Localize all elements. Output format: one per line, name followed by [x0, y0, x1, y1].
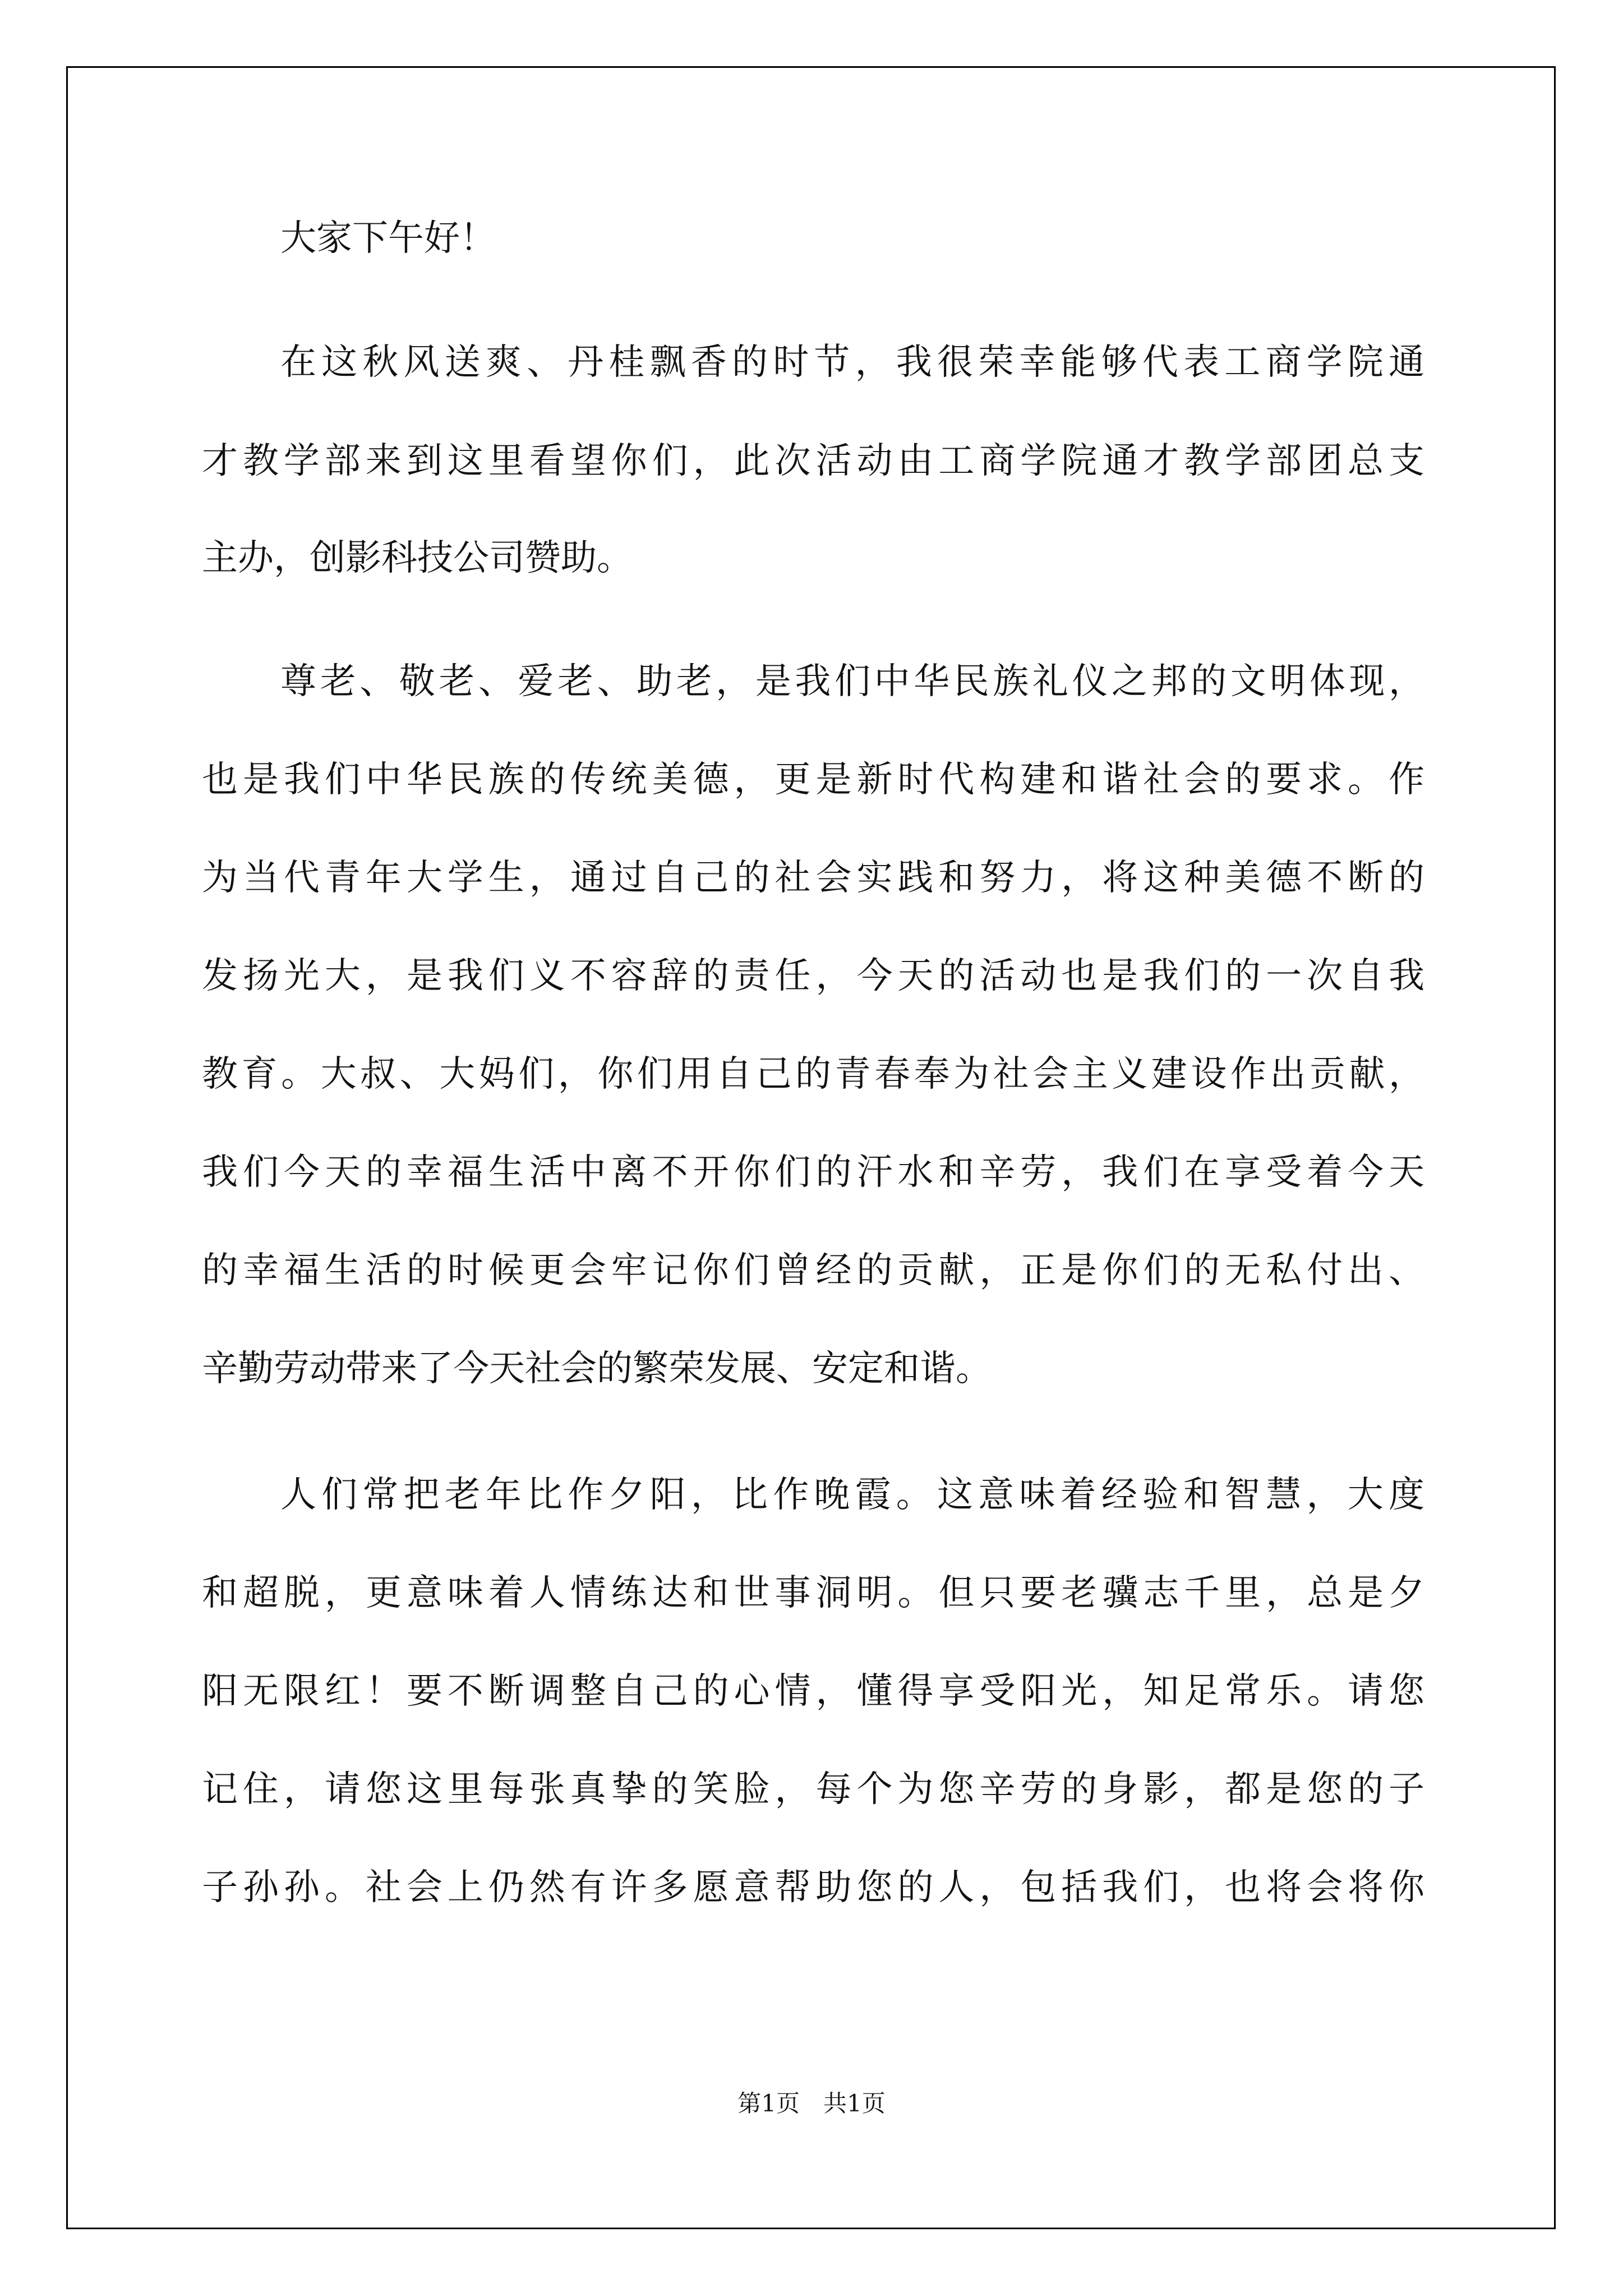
- text-line-content: 在这秋风送爽、丹桂飘香的时节，我很荣幸能够代表工商学院通: [280, 342, 1430, 383]
- text-line: [0, 1756, 1623, 1823]
- text-line: [0, 746, 1623, 813]
- text-line: [0, 1461, 1623, 1529]
- text-line-content: 阳无限红！要不断调整自己的心情，懂得享受阳光，知足常乐。请您: [202, 1671, 1430, 1712]
- page-footer: 第1页 共1页: [737, 2090, 886, 2117]
- text-line: [0, 648, 1623, 715]
- text-line-content: 才教学部来到这里看望你们，此次活动由工商学院通才教学部团总支: [202, 440, 1430, 482]
- text-line: [0, 329, 1623, 396]
- text-line-content: 和超脱，更意味着人情练达和世事洞明。但只要老骥志千里，总是夕: [202, 1572, 1430, 1614]
- text-line: [0, 427, 1623, 495]
- text-line-content: 发扬光大，是我们义不容辞的责任，今天的活动也是我们的一次自我: [202, 955, 1430, 997]
- text-line-content: 教育。大叔、大妈们，你们用自己的青春奉为社会主义建设作出贡献，: [202, 1053, 1428, 1095]
- text-line-content: 也是我们中华民族的传统美德，更是新时代构建和谐社会的要求。作: [202, 759, 1430, 800]
- text-line-content: 我们今天的幸福生活中离不开你们的汗水和辛劳，我们在享受着今天: [202, 1152, 1430, 1193]
- text-line: [0, 1237, 1623, 1304]
- text-line-content: 人们常把老年比作夕阳，比作晚霞。这意味着经验和智慧，大度: [280, 1474, 1430, 1516]
- text-line-content: 子孙孙。社会上仍然有许多愿意帮助您的人，包括我们，也将会将你: [202, 1867, 1430, 1908]
- text-line: [0, 844, 1623, 912]
- text-line-content: 尊老、敬老、爱老、助老，是我们中华民族礼仪之邦的文明体现，: [280, 661, 1428, 702]
- text-line: [0, 1139, 1623, 1206]
- text-line: [0, 524, 1623, 592]
- text-line-content: 主办，创影科技公司赞助。: [202, 537, 633, 579]
- text-line: [0, 942, 1623, 1010]
- text-line: [0, 1658, 1623, 1725]
- text-line: [0, 1041, 1623, 1108]
- text-line-content: 辛勤劳动带来了今天社会的繁荣发展、安定和谐。: [202, 1348, 992, 1389]
- text-line-content: 为当代青年大学生，通过自己的社会实践和努力，将这种美德不断的: [202, 857, 1430, 899]
- text-line-content: 的幸福生活的时候更会牢记你们曾经的贡献，正是你们的无私付出、: [202, 1250, 1430, 1291]
- text-line: [0, 1559, 1623, 1627]
- text-line-content: 大家下午好！: [280, 218, 496, 259]
- text-line-content: 记住，请您这里每张真挚的笑脸，每个为您辛劳的身影，都是您的子: [202, 1769, 1430, 1810]
- text-line: [0, 1335, 1623, 1402]
- text-line: [0, 1854, 1623, 1921]
- text-line: [0, 205, 1623, 272]
